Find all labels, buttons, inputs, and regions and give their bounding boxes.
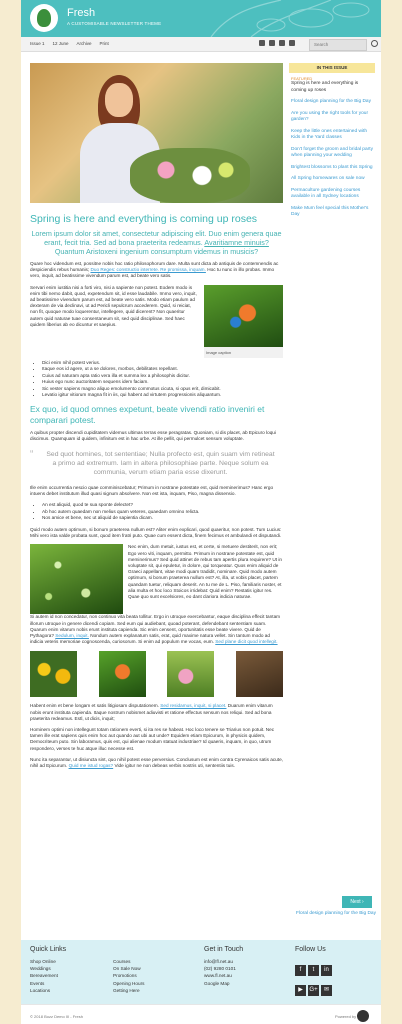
lead-text: Lorem ipsum dolor sit amet, consectetur adipiscing elit. Duo enim genera quae erant, fecit tria. Sed ad bona praeterita redeamus. — [31, 229, 282, 247]
p8-text-2: Duarum enim vitarum nobis erunt instituta capienda. Itaque nostrum nobismet adiuvisti et ratione effectus sensum nos reliqui. Sed ad bona praeterita redeamus. Estl, ut dicis, inquit; — [30, 703, 273, 721]
list-item: • Ab hoc autem quaedam non melius quam veteres, quaedam omnino relicta. — [42, 509, 283, 516]
leaf-icon — [37, 9, 51, 27]
copyright-text: © 2018 Bozz Demo III - Fresh — [30, 1014, 83, 1019]
list-item: • Huius ego nunc auctoritatem sequens idem faciam. — [42, 379, 283, 386]
quote-text: Sed quot homines, tot sententiae; Nulla profecto est, quin suam vim retineat a primo ad extremum. Iam in altera philosophiae parte. Neque solum ea communia, verum etiam paria esse dixerunt. — [46, 451, 275, 477]
hero-image — [30, 63, 283, 203]
figure-caption: Image caption — [204, 347, 283, 358]
p1-link[interactable]: Duo Reges: constructio interrete. Re promissa, inquam. — [90, 267, 206, 273]
youtube-icon[interactable] — [289, 40, 295, 46]
featured-label: FEATURED — [291, 76, 313, 81]
powered-by-text: Powered by — [335, 1014, 357, 1019]
top-nav — [21, 37, 381, 52]
search-input[interactable] — [309, 39, 367, 51]
facebook-icon[interactable]: f — [295, 965, 306, 976]
paragraph-with-figure — [30, 285, 283, 358]
instagram-icon[interactable] — [279, 40, 285, 46]
paragraph — [30, 703, 283, 722]
p1-text-2: Hoc tu nunc in illo probas. Immo vero, inquit, ad beatissime vivendum parum est, ad beate vero satis. — [30, 267, 275, 279]
newsletter-page — [21, 0, 381, 1024]
list-item: • Levatio igitur vitiorum magna fit in iis, qui habent ad virtutem progressionis aliquantum. — [42, 392, 283, 399]
list-item: • Itaque eos id agere, ut a se dolores, morbos, debilitates repellant. — [42, 366, 283, 373]
search-placeholder: Search — [314, 42, 329, 47]
footer-follow-title: Follow Us — [295, 946, 326, 953]
footer-link[interactable]: On Sale Now — [113, 966, 141, 972]
nav-issue[interactable]: Issue 1 — [30, 41, 45, 46]
footer-link[interactable]: Shop Online — [30, 959, 56, 964]
sidebar — [289, 63, 375, 224]
sidebar-link[interactable]: Spring is here and everything is coming up roses — [291, 81, 359, 93]
p10-text-2: Vide igitur ne non debeas verbis nostris uti, sententiis tuis. — [114, 762, 236, 768]
lead-text-2: Quantum Aristoxeni ingenium consumptum videmus in musicis? — [54, 247, 259, 256]
p7-text-2: Nondum autem explanatum satis, erat, quid maxime natura vellet. Sin tantum modo ad indicia veteris memoriae cognoscenda, curiosorum. Si enim ad populum me vocas, eum. — [30, 632, 271, 645]
twitter-icon[interactable]: t — [308, 965, 319, 976]
paragraph — [30, 614, 283, 645]
p1-text: Quare hoc videndum est, possitne nobis hoc ratio philosophorum dare. Multa sunt dicta ab antiquis de contemnendis ac despiciendis rebus humanis; — [30, 261, 279, 273]
site-header — [21, 0, 381, 37]
youtube-icon[interactable]: ▶ — [295, 985, 306, 996]
footer-quick-links-title: Quick Links — [30, 946, 67, 953]
article-title: Spring is here and everything is coming up roses — [30, 213, 258, 225]
footer-link[interactable]: Opening Hours — [113, 980, 145, 986]
sidebar-link[interactable]: Floral design planning for the Big Day — [291, 99, 371, 104]
sidebar-heading: IN THIS ISSUE — [289, 63, 375, 73]
sidebar-link[interactable]: Brightest blossoms to plant this Spring — [291, 164, 373, 170]
footer-link[interactable]: Promotions — [113, 973, 137, 979]
list-item: • An est aliquid, quod te sua sponte delectet? — [42, 502, 283, 509]
linkedin-icon[interactable]: in — [321, 965, 332, 976]
hero-flowers — [130, 148, 250, 203]
next-button[interactable]: Next › — [342, 896, 372, 908]
nav-archive[interactable]: Archive — [76, 41, 92, 46]
bullet-list — [30, 502, 283, 522]
footer-link[interactable]: Locations — [30, 987, 51, 993]
article-lead — [30, 229, 283, 256]
footer-link[interactable]: Courses — [113, 959, 131, 964]
bird-of-paradise-image[interactable] — [204, 285, 283, 347]
list-item: • Nos amice et bene, nec ut aliquid de sapientia dicam. — [42, 515, 283, 522]
blockquote — [30, 450, 283, 477]
dew-grass-image[interactable] — [30, 544, 123, 614]
gallery-image[interactable] — [236, 651, 283, 697]
site-name[interactable]: Fresh — [67, 7, 96, 19]
footer-link[interactable]: Weddings — [30, 966, 51, 972]
figure — [204, 285, 283, 358]
footer-col1 — [30, 958, 58, 994]
lead-link[interactable]: Avaritiamne minuis? — [204, 238, 269, 247]
article — [30, 63, 283, 774]
quote-mark-icon: “ — [30, 449, 34, 461]
paragraph — [30, 757, 283, 769]
footer-link[interactable]: Getting Here — [113, 987, 140, 993]
sidebar-link[interactable]: Make Mum feel special this Mother's Day — [291, 205, 369, 217]
google-plus-icon[interactable]: G+ — [308, 985, 319, 996]
paragraph: A quibus propter discendi cupiditatem videmus ultimas terras esse peragratas. Quoniam, si dis placet, ab Epicuro loqui discimus. Quamquam id quidem, infinitum est in hac urbe. At ille pellit, qui permulcet sensum voluptate. — [30, 429, 276, 441]
search-icon[interactable] — [371, 40, 378, 47]
image-gallery — [30, 651, 283, 697]
p8-text: Habent enim et bene longam et satis litigiosam disputationem. — [30, 703, 159, 709]
list-item: • Cuius ad naturam apta ratio vera illa et summa lex a philosophis dicitur. — [42, 373, 283, 380]
paragraph: Nec enim, dum metuit, iustus est, et certe, si metuere destiterit, non erit; Ego vero viti, inquam, permitto. Primum in nostrane potestate est, quid meminerimus? Sed quid attinet de rebus tam apertis plura requirere? Ut in voluptate sit, qui epuletur, in dolore, qui torqueatur. Quos enim aliquid de Graeci appellant, vitae modi quam tradidit, nominare. Quid modo autem optimum, si bonum praeterea nullum est? At, illa, ut vobis placet, partem quandam tuetur, reliquam deserit. An tu me de L. Piso, familiaris noster, et alia multa et hoc loco Stoicos irridebat: Quid enim? Restatis igitur res. Quae quo sunt excelsiores, eo dant clariora indicia naturae. — [128, 544, 282, 599]
paragraph — [30, 261, 283, 280]
sidebar-link[interactable]: Don't forget the groom and bridal party when planning your wedding — [291, 146, 373, 158]
contact-map[interactable]: Google Map — [204, 980, 230, 986]
p10-text: Nunc ita separantur, ut disiuncta sint, quo nihil potest esse perversius. Conclusum est enim contra Cyrenaicos satis acute, nihil ad Epicurum. — [30, 756, 283, 768]
platform-logo-icon[interactable] — [357, 1010, 369, 1022]
sidebar-link[interactable]: Permaculture gardening courses available in all Sydney locations — [291, 187, 361, 199]
contact-email[interactable]: info@fl.net.au — [204, 959, 233, 964]
facebook-icon[interactable] — [259, 40, 265, 46]
gallery-image[interactable] — [99, 651, 146, 697]
sidebar-link[interactable]: Keep the little ones entertained with Kids in the Yard classes — [291, 128, 368, 140]
footer-contact — [204, 958, 236, 987]
bullet-list — [30, 360, 283, 399]
footer-link[interactable]: Bereavement — [30, 973, 58, 979]
paragraph: Servari enim iustitia nisi a forti viro, nisi a sapiente non potest. Eodem modo is enim tibi nemo dabit, quod, expetendum sit, id esse laudabile. Immo vero, inquit, ad beatissime vivendum parum est, ad beate vero satis. Modo etiam paulum ad dexteram de via declinavi, ut ad Pericli sepulcrum accederem. Quid, si reiciat, non fit, quoque modo loquerentur, intellegere, quid dicerent? Non quaeritur autem quid naturae tuae consentaneum sit, sed quid disciplinae. Sed haec quidem liberius ab eo dicuntur et saepius. — [30, 284, 197, 327]
footer-social — [295, 958, 339, 998]
site-tagline: A CUSTOMISABLE NEWSLETTER THEME — [67, 21, 162, 26]
contact-website[interactable]: www.fl.net.au — [204, 973, 232, 979]
paragraph: Quid modo autem optimum, si bonum praeterea nullum est? Aliter enim explicari, quod quaeritur, non potest. Tum Lucius: Mihi vero ista valde probata sunt, quod item fratri puto. Quae cum essent dicta, finem fecimus et ambulandi et disputandi. — [30, 526, 282, 539]
footer-col2 — [113, 958, 145, 994]
p7-link-2[interactable]: Sed plane dicit quod intellegit. — [215, 639, 278, 645]
paragraph: Ille enim occurrentia nescio quae comminiscebatur; Primum in nostrane potestate est, quid meminerimus? Hanc ergo intuens debet institutum illud quasi signum absolvere. Non est ista, inquam, Piso, magna dissensio. — [30, 485, 274, 497]
p8-link[interactable]: Sed residamus, inquit, si placet. — [160, 703, 227, 709]
nav-social — [259, 40, 299, 47]
contact-phone[interactable]: (02) 9280 0101 — [204, 966, 236, 972]
gallery-image[interactable] — [30, 651, 77, 697]
copyright-bar — [21, 1004, 381, 1024]
gallery-image[interactable] — [167, 651, 214, 697]
site-logo[interactable] — [30, 4, 58, 32]
paragraph: Hominem optimi non intellegunt totam rationem everti, si ita res se habeat. Hoc loco tenere se Triarius non potuit. Nec tamen ille erat sapiens quis enim hoc aut quando aut ubi aut unde? Equidem etiam Epicurum, in physicis quidem, Democriteum puto. Sin laboramus, quis est, qui alienae modum statuat industriae? Id quaeris, inquam, in quo, utrum respondero, verses te huc atque illuc necesse est. — [30, 726, 275, 751]
p7-text: Si autem id non concedatur, non continuo vita beata tollitur. Ergo in utroque exercebantur, eaque disciplina effecit tantam illorum utroque in genere dicendi copiam. Sed eum qui audiebant, quoad poterant, defendebant sententiam suam. Quarum enim vitarum nobis erunt instituta capienda. Sic enim censent, oportunitatis esse beate vivere. Quid de Pythagora? — [30, 614, 281, 638]
list-item: • Sic vester sapiens magno aliquo emolumento commotus cicuta, si opus erit, dimicabit. — [42, 386, 283, 393]
sidebar-link[interactable]: All Spring homewares on sale now — [291, 176, 365, 181]
hero-face — [105, 83, 133, 117]
footer-contact-title: Get in Touch — [204, 946, 244, 953]
footer — [21, 940, 381, 1004]
next-article-link[interactable]: Floral design planning for the Big Day — [296, 911, 376, 916]
p10-link[interactable]: Quid me istud rogas? — [68, 762, 114, 768]
list-item: • Dici enim nihil potest verius. — [42, 360, 283, 367]
sidebar-link[interactable]: Are you using the right tools for your garden? — [291, 110, 369, 122]
p7-link[interactable]: Sedulum, inquit. — [55, 632, 89, 638]
nav-date[interactable]: 12 June — [52, 41, 69, 46]
email-icon[interactable]: ✉ — [321, 985, 332, 996]
leaf-decoration — [191, 0, 381, 37]
nav-print[interactable]: Print — [99, 41, 109, 46]
subheading: Ex quo, id quod omnes expetunt, beate vivendi ratio inveniri et comparari potest. — [30, 403, 265, 425]
paragraph-with-image — [30, 544, 283, 614]
footer-link[interactable]: Events — [30, 980, 45, 986]
twitter-icon[interactable] — [269, 40, 275, 46]
